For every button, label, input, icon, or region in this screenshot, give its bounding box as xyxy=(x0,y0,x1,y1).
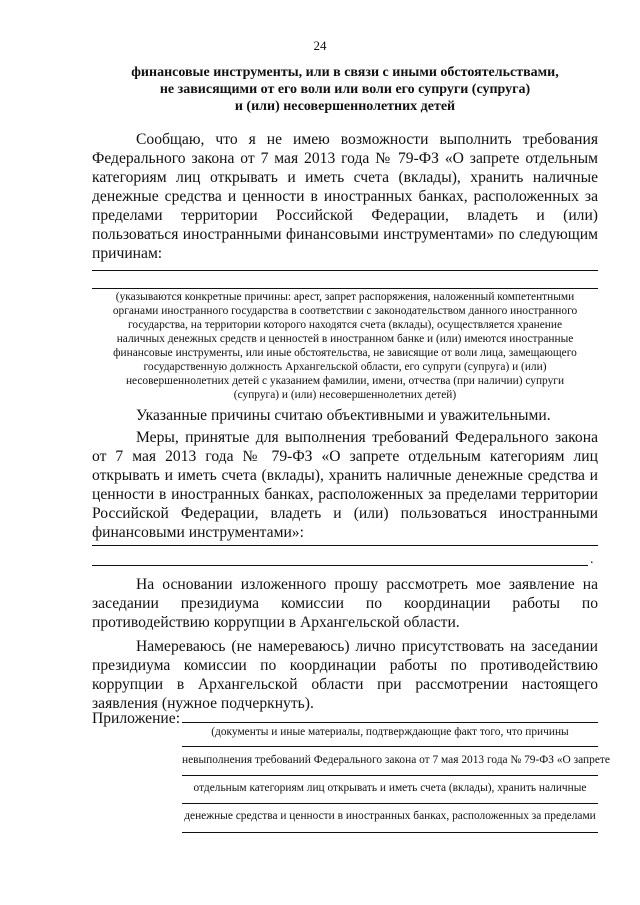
page-number: 24 xyxy=(313,38,327,53)
attachment-line xyxy=(182,746,598,747)
paragraph-reasons-valid: Указанные причины считаю объективными и уважительными. xyxy=(136,407,551,424)
period-mark: . xyxy=(590,552,594,567)
attachment-label: Приложение: xyxy=(92,710,181,727)
attachment-line xyxy=(182,803,598,804)
note-line: (супруга) и (или) несовершеннолетних детей) xyxy=(233,389,457,401)
attachment-note-line: невыполнения требований Федерального закона от 7 мая 2013 года № 79-ФЗ «О запрете xyxy=(182,754,610,766)
blank-line xyxy=(92,288,598,289)
note-line: наличных денежных средств и ценностей в иностранном банке и (или) имеются иностранные xyxy=(116,333,574,345)
attachment-line xyxy=(182,832,598,833)
note-line: несовершеннолетних детей с указанием фамилии, имени, отчества (при наличии) супруги xyxy=(125,375,565,387)
blank-line xyxy=(92,270,598,271)
paragraph-measures: Меры, принятые для выполнения требований Федерального закона от 7 мая 2013 года № 79-ФЗ «О запрете отдельным категориям лиц открывать и иметь счета (вклады), хранить наличные денежные средства и ценности в иностранных банках, расположенных за пределами территории Российской Федерации, владеть и (или) пользоваться иностранными финансовыми инструментами»: xyxy=(92,429,598,541)
blank-line xyxy=(92,565,588,566)
attachment-line xyxy=(182,775,598,776)
section-title xyxy=(92,64,598,115)
attachment-line xyxy=(182,722,598,723)
note-line: государства, на территории которого находятся счета (вклады), осуществляется хранение xyxy=(127,319,563,331)
paragraph-attendance: Намереваюсь (не намереваюсь) лично присутствовать на заседании президиума комиссии по координации работы по противодействию коррупции в Архангельской области при рассмотрении настоящего заявления (нужное подчеркнуть). xyxy=(92,638,598,712)
title-line: финансовые инструменты, или в связи с иными обстоятельствами, xyxy=(131,65,559,80)
attachment-note-line: денежные средства и ценности в иностранных банках, расположенных за пределами xyxy=(184,810,596,822)
title-line: не зависящими от его воли или воли его супруги (супруга) xyxy=(159,82,531,97)
paragraph-request: На основании изложенного прошу рассмотреть мое заявление на заседании президиума комиссии по координации работы по противодействию коррупции в Архангельской области. xyxy=(92,576,598,631)
note-line: органами иностранного государства в соответствии с законодательством данного иностранного xyxy=(112,305,578,317)
note-line: государственную должность Архангельской области, его супруги (супруга) и (или) xyxy=(143,361,547,373)
title-line: и (или) несовершеннолетних детей xyxy=(234,99,456,114)
attachment-note-line: (документы и иные материалы, подтверждающие факт того, что причины xyxy=(211,726,569,738)
blank-line xyxy=(92,545,598,546)
paragraph-inability: Сообщаю, что я не имею возможности выполнить требования Федерального закона от 7 мая 2013 года № 79-ФЗ «О запрете отдельным категориям лиц открывать и иметь счета (вклады), хранить наличные денежные средства и ценности в иностранных банках, расположенных за пределами территории Российской Федерации, владеть и (или) пользоваться иностранными финансовыми инструментами» по следующим причинам: xyxy=(92,131,598,262)
note-line: финансовые инструменты, или иные обстоятельства, не зависящие от воли лица, замещающего xyxy=(113,347,577,359)
reasons-note xyxy=(92,290,598,402)
note-line: (указываются конкретные причины: арест, запрет распоряжения, наложенный компетентными xyxy=(115,291,575,303)
attachment-note-line: отдельным категориям лиц открывать и иметь счета (вклады), хранить наличные xyxy=(193,782,587,794)
